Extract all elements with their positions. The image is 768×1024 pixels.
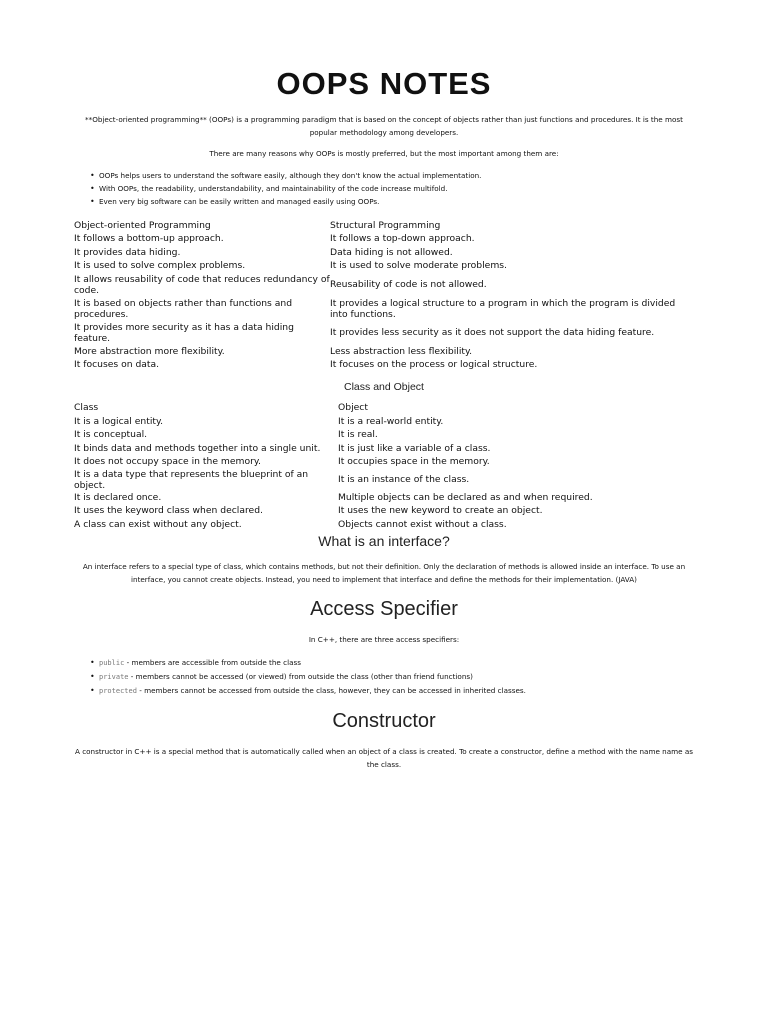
oop-vs-structural-table [74, 218, 694, 372]
list-item [90, 670, 690, 684]
table-cell: Objects cannot exist without a class. [338, 518, 507, 530]
access-specifier-list [90, 656, 690, 698]
list-item: • Even very big software can be easily written and managed easily using OOPs. [90, 195, 690, 208]
table-row [74, 415, 694, 429]
list-item [90, 684, 690, 698]
table-cell: Multiple objects can be declared as and when required. [338, 491, 593, 503]
access-specifier-lead: In C++, there are three access specifiers: [308, 635, 460, 644]
table-cell: It is based on objects rather than functions and procedures. [74, 297, 293, 320]
table-row [74, 518, 694, 532]
reasons-list [90, 169, 690, 208]
list-item: • With OOPs, the readability, understandability, and maintainability of the code increase multifold. [90, 182, 690, 195]
table-cell: It focuses on the process or logical structure. [330, 359, 538, 371]
list-item [90, 656, 690, 670]
page-title: OOPS NOTES [276, 66, 492, 101]
list-item-text: - members cannot be accessed from outside the class, however, they can be accessed in inherited classes. [136, 686, 526, 695]
list-item: • OOPs helps users to understand the software easily, although they don't know the actual implementation. [90, 169, 690, 182]
table-header-row [74, 401, 694, 415]
table-cell: It is an instance of the class. [338, 474, 470, 485]
table-cell: It is just like a variable of a class. [338, 442, 491, 454]
table-row [74, 504, 694, 518]
intro-paragraph: **Object-oriented programming** (OOPs) is a programming paradigm that is based on the concept of objects rather than just functions and procedures. It is the most popular methodology among developers. [85, 115, 683, 137]
table-cell: It follows a bottom-up approach. [74, 233, 224, 245]
table-row [74, 491, 694, 505]
table-cell: It is a data type that represents the blueprint of an object. [74, 468, 309, 491]
table-cell: More abstraction more flexibility. [74, 345, 225, 357]
table-row [74, 358, 694, 372]
interface-paragraph: An interface refers to a special type of class, which contains methods, but not their definition. Only the declaration of methods is allowed inside an interface. To use an interface, you cannot create objects. Instead, you need to implement that interface and define the methods for their implementation. (JAVA) [82, 562, 686, 584]
table-cell: It is used to solve complex problems. [74, 260, 246, 272]
table-cell: It is a real-world entity. [338, 415, 444, 427]
access-specifier-heading: Access Specifier [310, 598, 458, 620]
table-cell: It uses the new keyword to create an object. [338, 505, 543, 517]
table-cell: It is a logical entity. [74, 415, 164, 427]
table-row [74, 321, 694, 345]
table-row [74, 469, 694, 491]
table-row [74, 345, 694, 359]
table-cell: It provides more security as it has a data hiding feature. [74, 321, 294, 344]
interface-heading: What is an interface? [318, 533, 450, 549]
code-keyword: protected [99, 687, 137, 695]
table-cell: Less abstraction less flexibility. [330, 345, 473, 357]
table-row [74, 232, 694, 246]
table-row [74, 297, 694, 321]
code-keyword: private [99, 673, 129, 681]
table-cell: It provides a logical structure to a program in which the program is divided into functions. [330, 297, 676, 320]
list-item-text: - members are accessible from outside the class [124, 658, 301, 667]
table-cell: It is conceptual. [74, 429, 148, 441]
class-object-heading: Class and Object [344, 381, 424, 393]
table-row [74, 246, 694, 260]
table-cell: Data hiding is not allowed. [330, 246, 453, 258]
table-cell: It provides data hiding. [74, 246, 181, 258]
table-cell: It uses the keyword class when declared. [74, 505, 263, 517]
table-cell: It does not occupy space in the memory. [74, 456, 261, 468]
table-cell: It is declared once. [74, 491, 162, 503]
table-cell: It is used to solve moderate problems. [330, 260, 507, 272]
table-cell: It follows a top-down approach. [330, 233, 475, 245]
constructor-heading: Constructor [332, 710, 436, 732]
table-cell: It focuses on data. [74, 359, 160, 371]
table-cell: It provides less security as it does not support the data hiding feature. [330, 327, 655, 338]
table-header-row [74, 218, 694, 232]
table-cell: It is real. [338, 429, 378, 441]
table-header-cell: Class [74, 402, 99, 414]
table-cell: A class can exist without any object. [74, 518, 242, 530]
table-row [74, 259, 694, 273]
table-row [74, 442, 694, 456]
table-header-cell: Structural Programming [330, 219, 441, 231]
list-item-text: - members cannot be accessed (or viewed) from outside the class (other than friend functions) [128, 672, 473, 681]
table-cell: It allows reusability of code that reduces redundancy of code. [74, 273, 330, 296]
table-row [74, 273, 694, 297]
constructor-paragraph: A constructor in C++ is a special method that is automatically called when an object of a class is created. To create a constructor, define a method with the name name as the class. [75, 747, 693, 769]
table-row [74, 428, 694, 442]
table-cell: Reusability of code is not allowed. [330, 279, 487, 290]
table-header-cell: Object [338, 402, 368, 414]
table-cell: It occupies space in the memory. [338, 456, 490, 468]
table-header-cell: Object-oriented Programming [74, 219, 211, 231]
table-row [74, 455, 694, 469]
table-cell: It binds data and methods together into a single unit. [74, 442, 321, 454]
code-keyword: public [99, 659, 125, 667]
class-vs-object-table [74, 401, 694, 531]
reasons-lead: There are many reasons why OOPs is mostly preferred, but the most important among them are: [209, 149, 559, 158]
